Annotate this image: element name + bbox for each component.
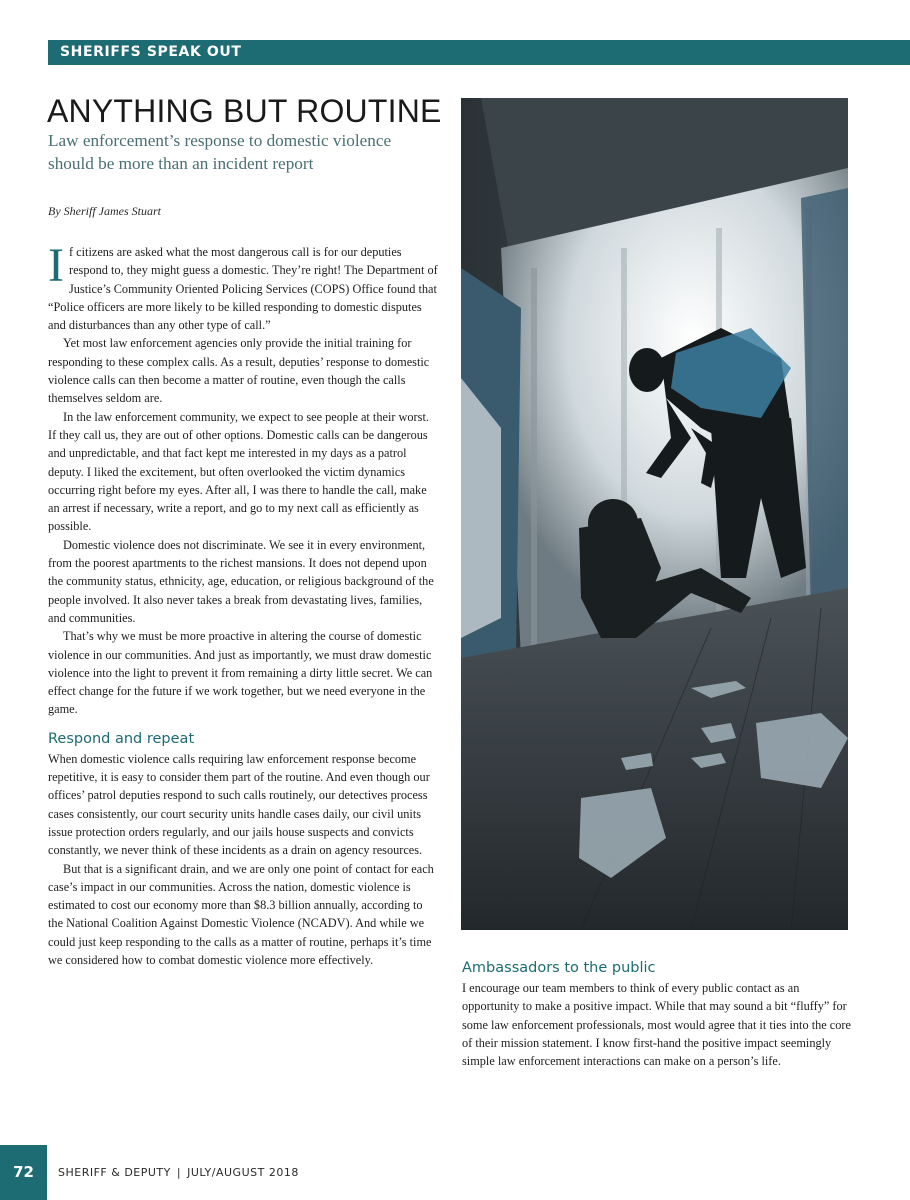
right-column — [462, 958, 852, 1070]
byline: By Sheriff James Stuart — [48, 204, 161, 218]
paragraph: That’s why we must be more proactive in altering the course of domestic violence in our communities. And just as importantly, we must draw domestic violence into the light to prevent it from remaining a dirty little secret. We can effect change for the future if we work together, but we need everyone in the game. — [48, 629, 433, 717]
paragraph: I encourage our team members to think of every public contact as an opportunity to make a positive impact. While that may sound a bit “fluffy” for some law enforcement professionals, most would agree that it ties into the core of their mission statement. I know first-hand the positive impact seemingly simple law enforcement interactions can make on a person’s life. — [462, 981, 851, 1069]
subhead-respond-and-repeat: Respond and repeat — [48, 730, 195, 747]
section-banner: SHERIFFS SPEAK OUT — [48, 40, 910, 65]
footer-publication — [58, 1166, 299, 1179]
paragraph — [48, 239, 440, 334]
publication-name: SHERIFF & DEPUTY — [58, 1166, 171, 1179]
paragraph: Yet most law enforcement agencies only provide the initial training for responding to these complex calls. As a result, deputies’ response to domestic violence calls can then become a matter of routine, even though the calls themselves seldom are. — [48, 336, 430, 406]
issue-date: JULY/AUGUST 2018 — [187, 1166, 299, 1179]
paragraph: When domestic violence calls requiring law enforcement response become repetitive, it is easy to consider them part of the routine. And even though our offices’ patrol deputies respond to such calls routinely, our detectives process cases consistently, our court security units handle cases daily, our civil units issue protection orders regularly, and our jails house suspects and convicts constantly, we never think of these incidents as a drain on agency resources. — [48, 751, 430, 858]
paragraph: Domestic violence does not discriminate. We see it in every environment, from the poorest apartments to the richest mansions. It does not depend upon the community status, ethnicity, age, education, or religious background of the people involved. It also never takes a break from devastating lives, families, and communities. — [48, 537, 434, 625]
article-title: ANYTHING BUT ROUTINE — [47, 93, 442, 129]
article-photo — [461, 98, 848, 930]
paragraph: But that is a significant drain, and we are only one point of contact for each case’s impact in our communities. Across the nation, domestic violence is estimated to cost our economy more than $8.3 billion annually, according to the National Coalition Against Domestic Violence (NCADV). And while we could just keep responding to the calls as a matter of routine, perhaps it’s time we considered how to combat domestic violence more effectively. — [48, 861, 434, 967]
page-number: 72 — [0, 1145, 47, 1200]
subhead-ambassadors: Ambassadors to the public — [462, 960, 656, 976]
article-deck: Law enforcement’s response to domestic violence should be more than an incident report — [48, 131, 392, 173]
left-column — [48, 239, 440, 969]
domestic-violence-photo — [461, 98, 848, 930]
paragraph-text: f citizens are asked what the most dangerous call is for our deputies respond to, they might guess a domestic. They’re right! The Department of Justice’s Community Oriented Policing Services (COPS) Office found that “Police officers are more likely to be killed responding to domestic disputes and disturbances than any other type of call.” — [48, 245, 438, 333]
footer-separator: | — [176, 1166, 182, 1179]
paragraph: In the law enforcement community, we expect to see people at their worst. If they call us, they are out of other options. Domestic calls can be dangerous and unpredictable, and that fact kept me interested in my days as a patrol deputy. I liked the excitement, but often overlooked the victim dynamics occurring right before my eyes. After all, I was there to handle the call, make an arrest if necessary, write a report, and go to my next call as efficiently as possible. — [48, 409, 429, 534]
drop-cap: I — [48, 239, 64, 292]
